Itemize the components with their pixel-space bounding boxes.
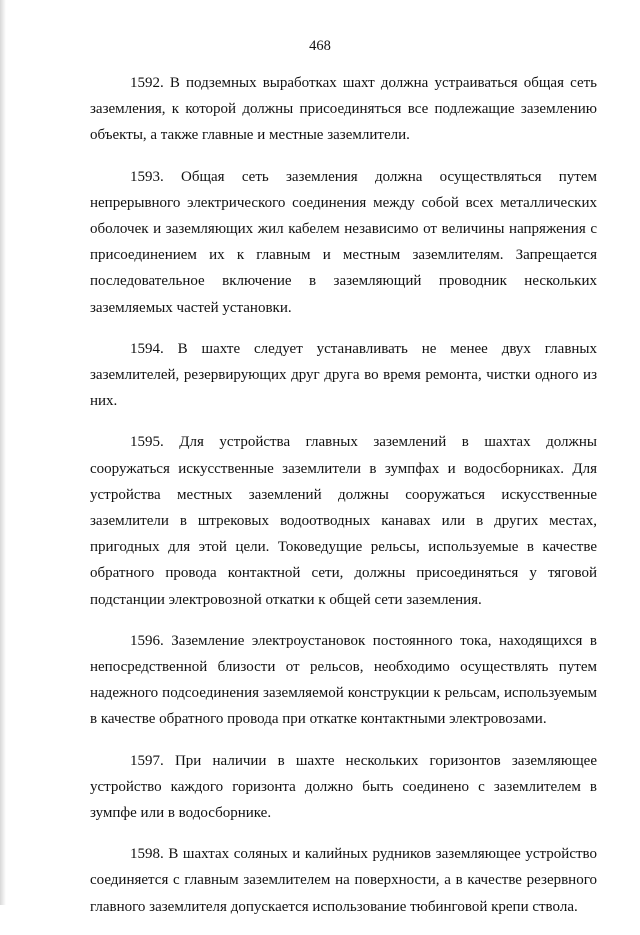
paragraph-number: 1592.	[130, 75, 164, 91]
paragraph-1594	[90, 336, 597, 415]
paragraph-text: В шахте следует устанавливать не менее двух главных заземлителей, резервирующих друг друга во время ремонта, чистки одного из них.	[90, 340, 598, 410]
paragraph-number: 1594.	[130, 340, 164, 357]
paragraph-text: Для устройства главных заземлений в шахтах должны сооружаться искусственные заземлители в зумпфах и водосборниках. Для устройства местных заземлений должны сооружаться искусственные заземлители в штрековых водоотводных канавах или в других местах, пригодных для этой цели. Токоведущие рельсы, используемые в качестве обратного провода контактной сети, должны присоединяться у тяговой подстанции электровозной откатки к общей сети заземления.	[90, 434, 598, 608]
paragraph-text: При наличии в шахте нескольких горизонтов заземляющее устройство каждого горизонта должно быть соединено с заземлителем в зумпфе или в водосборнике.	[90, 752, 597, 822]
scan-edge-shadow	[0, 0, 6, 905]
paragraph-number: 1595.	[130, 434, 164, 451]
paragraph-number: 1593.	[130, 168, 164, 185]
paragraph-text: В шахтах соляных и калийных рудников заземляющее устройство соединяется с главным заземлителем на поверхности, а в качестве резервного главного заземлителя допускается использование тюбинговой крепи ствола.	[90, 846, 598, 915]
paragraph-1598	[90, 841, 597, 920]
paragraph-1596	[90, 628, 597, 733]
paragraph-text: Заземление электроустановок постоянного тока, находящихся в непосредственной близости от рельсов, необходимо осуществлять путем надежного подсоединения заземляемой конструкции к рельсам, используемым в качестве обратного провода при откатке контактными электровозами.	[90, 632, 597, 728]
paragraph-1593	[90, 164, 597, 321]
paragraph-1597	[90, 748, 597, 827]
paragraph-number: 1597.	[130, 752, 164, 769]
paragraph-number: 1598.	[130, 846, 164, 863]
paragraph-1595	[90, 429, 597, 612]
paragraph-text: В подземных выработках шахт должна устраиваться общая сеть заземления, к которой должны присоединяться все подлежащие заземлению объекты, а также главные и местные заземлители.	[90, 75, 597, 144]
page-number: 468	[309, 38, 331, 54]
paragraph-number: 1596.	[130, 632, 164, 649]
paragraph-1592	[90, 70, 597, 149]
paragraph-text: Общая сеть заземления должна осуществляться путем непрерывного электрического соединения между собой всех металлических оболочек и заземляющих жил кабелем независимо от величины напряжения с присоединением их к главным и местным заземлителям. Запрещается последовательное включение в заземляющий проводник нескольких заземляемых частей установки.	[90, 168, 597, 316]
document-body	[90, 70, 597, 935]
